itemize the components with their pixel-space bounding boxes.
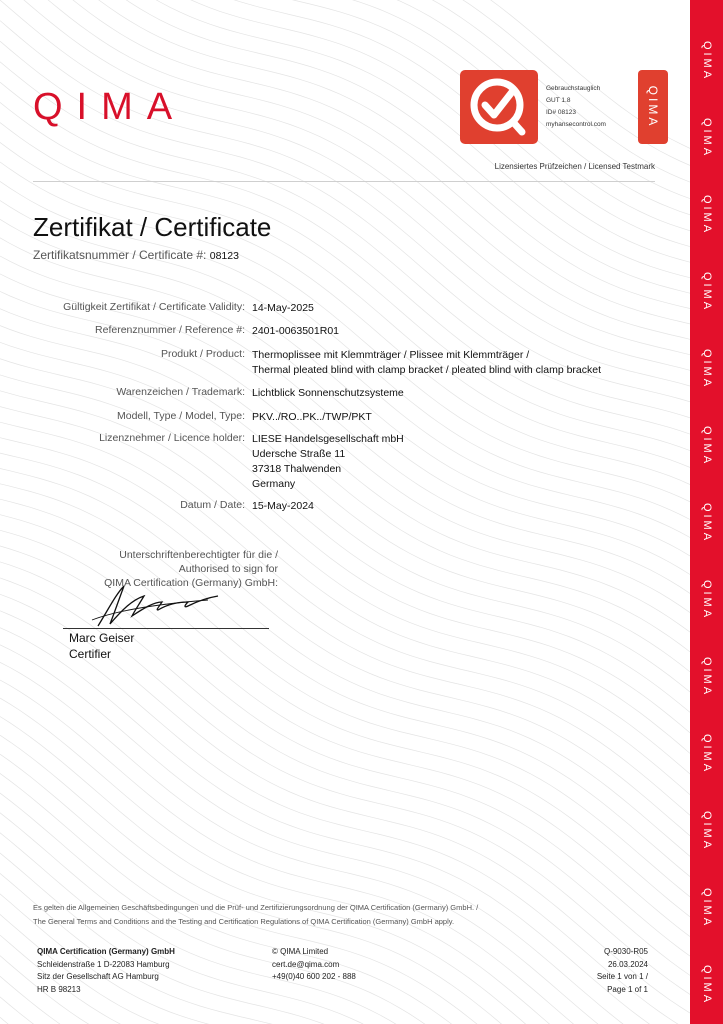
field-label: Referenznummer / Reference #: — [95, 324, 245, 336]
licensee-line: 37318 Thalwenden — [252, 463, 342, 475]
terms-line: Es gelten die Allgemeinen Geschäftsbedingungen und die Prüf- und Zertifizierungsordnung der QIMA Certification (Germany) GmbH. / — [33, 903, 479, 912]
footer-company — [37, 946, 175, 996]
authorised-line: QIMA Certification (Germany) GmbH: — [104, 577, 278, 589]
field-label: Datum / Date: — [180, 499, 245, 511]
wave-line — [0, 469, 690, 857]
product-line: Thermal pleated blind with clamp bracket / pleated blind with clamp bracket — [252, 364, 602, 376]
licensee-line: Udersche Straße 11 — [252, 448, 346, 460]
field-value: 14-May-2025 — [252, 302, 314, 314]
side-strip-label: QIMA — [700, 425, 713, 467]
footer-company-name: QIMA Certification (Germany) GmbH — [37, 947, 175, 956]
field-label: Modell, Type / Model, Type: — [116, 410, 245, 422]
footer-doc-info — [597, 946, 648, 996]
testmark-line: ID# 08123 — [546, 109, 576, 116]
certificate-number — [33, 248, 239, 264]
signer — [69, 630, 134, 662]
authorised-line: Unterschriftenberechtigter für die / — [119, 549, 278, 561]
side-strip-label: QIMA — [700, 117, 713, 159]
certificate-number-value: 08123 — [209, 250, 239, 262]
footer-page-de: Seite 1 von 1 / — [596, 972, 648, 981]
footer-contact — [272, 946, 356, 984]
wave-line — [0, 1017, 690, 1024]
testmark-side-logo — [638, 70, 668, 144]
licensee-line: Germany — [252, 478, 296, 490]
side-strip-label: QIMA — [700, 271, 713, 313]
footer-address: Schleidenstraße 1 D-22083 Hamburg — [37, 959, 170, 969]
side-strip-label: QIMA — [700, 810, 713, 852]
field-label: Produkt / Product: — [160, 348, 245, 360]
qima-logo: QIMA — [33, 86, 187, 128]
field-label: Warenzeichen / Trademark: — [116, 386, 245, 398]
field-value — [252, 432, 404, 492]
footer-register: HR B 98213 — [37, 984, 81, 994]
signature — [88, 580, 228, 632]
wave-line — [0, 853, 690, 1024]
field-label: Gültigkeit Zertifikat / Certificate Validity: — [63, 301, 245, 313]
footer-doc-code: Q-9030-R05 — [603, 947, 648, 956]
page-title: Zertifikat / Certificate — [33, 212, 272, 242]
testmark-line: GUT 1.8 — [546, 97, 571, 104]
testmark-caption: Lizensiertes Prüfzeichen / Licensed Testmark — [494, 162, 655, 171]
footer-doc-date: 26.03.2024 — [607, 959, 648, 969]
testmark-badge — [460, 70, 538, 144]
field-value — [252, 348, 601, 378]
wave-line — [0, 0, 690, 370]
side-strip-label: QIMA — [700, 502, 713, 544]
side-strip-label: QIMA — [700, 348, 713, 390]
side-strip-label: QIMA — [700, 194, 713, 236]
signer-name: Marc Geiser — [69, 631, 135, 645]
authorised-line: Authorised to sign for — [178, 563, 278, 575]
footer-phone: +49(0)40 600 202 - 888 — [272, 972, 356, 981]
licensee-line: LIESE Handelsgesellschaft mbH — [252, 433, 404, 445]
wave-line — [0, 997, 690, 1024]
field-value: 15-May-2024 — [252, 500, 314, 512]
check-magnifier-icon — [460, 70, 538, 144]
side-strip-label: QIMA — [700, 733, 713, 775]
field-value: PKV../RO..PK../TWP/PKT — [252, 411, 372, 423]
testmark-line: myhansecontrol.com — [546, 121, 606, 128]
footer-page-en: Page 1 of 1 — [607, 984, 648, 994]
side-strip-label: QIMA — [700, 40, 713, 82]
side-strip — [690, 0, 723, 1024]
field-value: 2401-0063501R01 — [252, 325, 339, 337]
field-label: Lizenznehmer / Licence holder: — [99, 432, 245, 444]
testmark-line: Gebrauchstauglich — [546, 85, 601, 92]
footer-copyright: © QIMA Limited — [272, 947, 329, 956]
terms-line: The General Terms and Conditions and the Testing and Certification Regulations of QIMA Certification (Germany) GmbH apply. — [33, 917, 455, 926]
footer-seat: Sitz der Gesellschaft AG Hamburg — [37, 972, 159, 981]
terms-note — [33, 901, 478, 929]
header-divider — [33, 181, 655, 182]
side-strip-label: QIMA — [700, 579, 713, 621]
side-strip-label: QIMA — [700, 964, 713, 1006]
field-value: Lichtblick Sonnenschutzsysteme — [252, 387, 404, 399]
product-line: Thermoplissee mit Klemmträger / Plissee mit Klemmträger / — [252, 349, 530, 361]
footer-email[interactable]: cert.de@qima.com — [272, 959, 340, 969]
signer-role: Certifier — [69, 647, 112, 661]
testmark-side-label: QIMA — [646, 85, 660, 129]
side-strip-label: QIMA — [700, 887, 713, 929]
testmark-text — [546, 83, 606, 131]
certificate-number-label: Zertifikatsnummer / Certificate #: — [33, 248, 207, 262]
signature-line — [63, 628, 269, 629]
side-strip-label: QIMA — [700, 656, 713, 698]
